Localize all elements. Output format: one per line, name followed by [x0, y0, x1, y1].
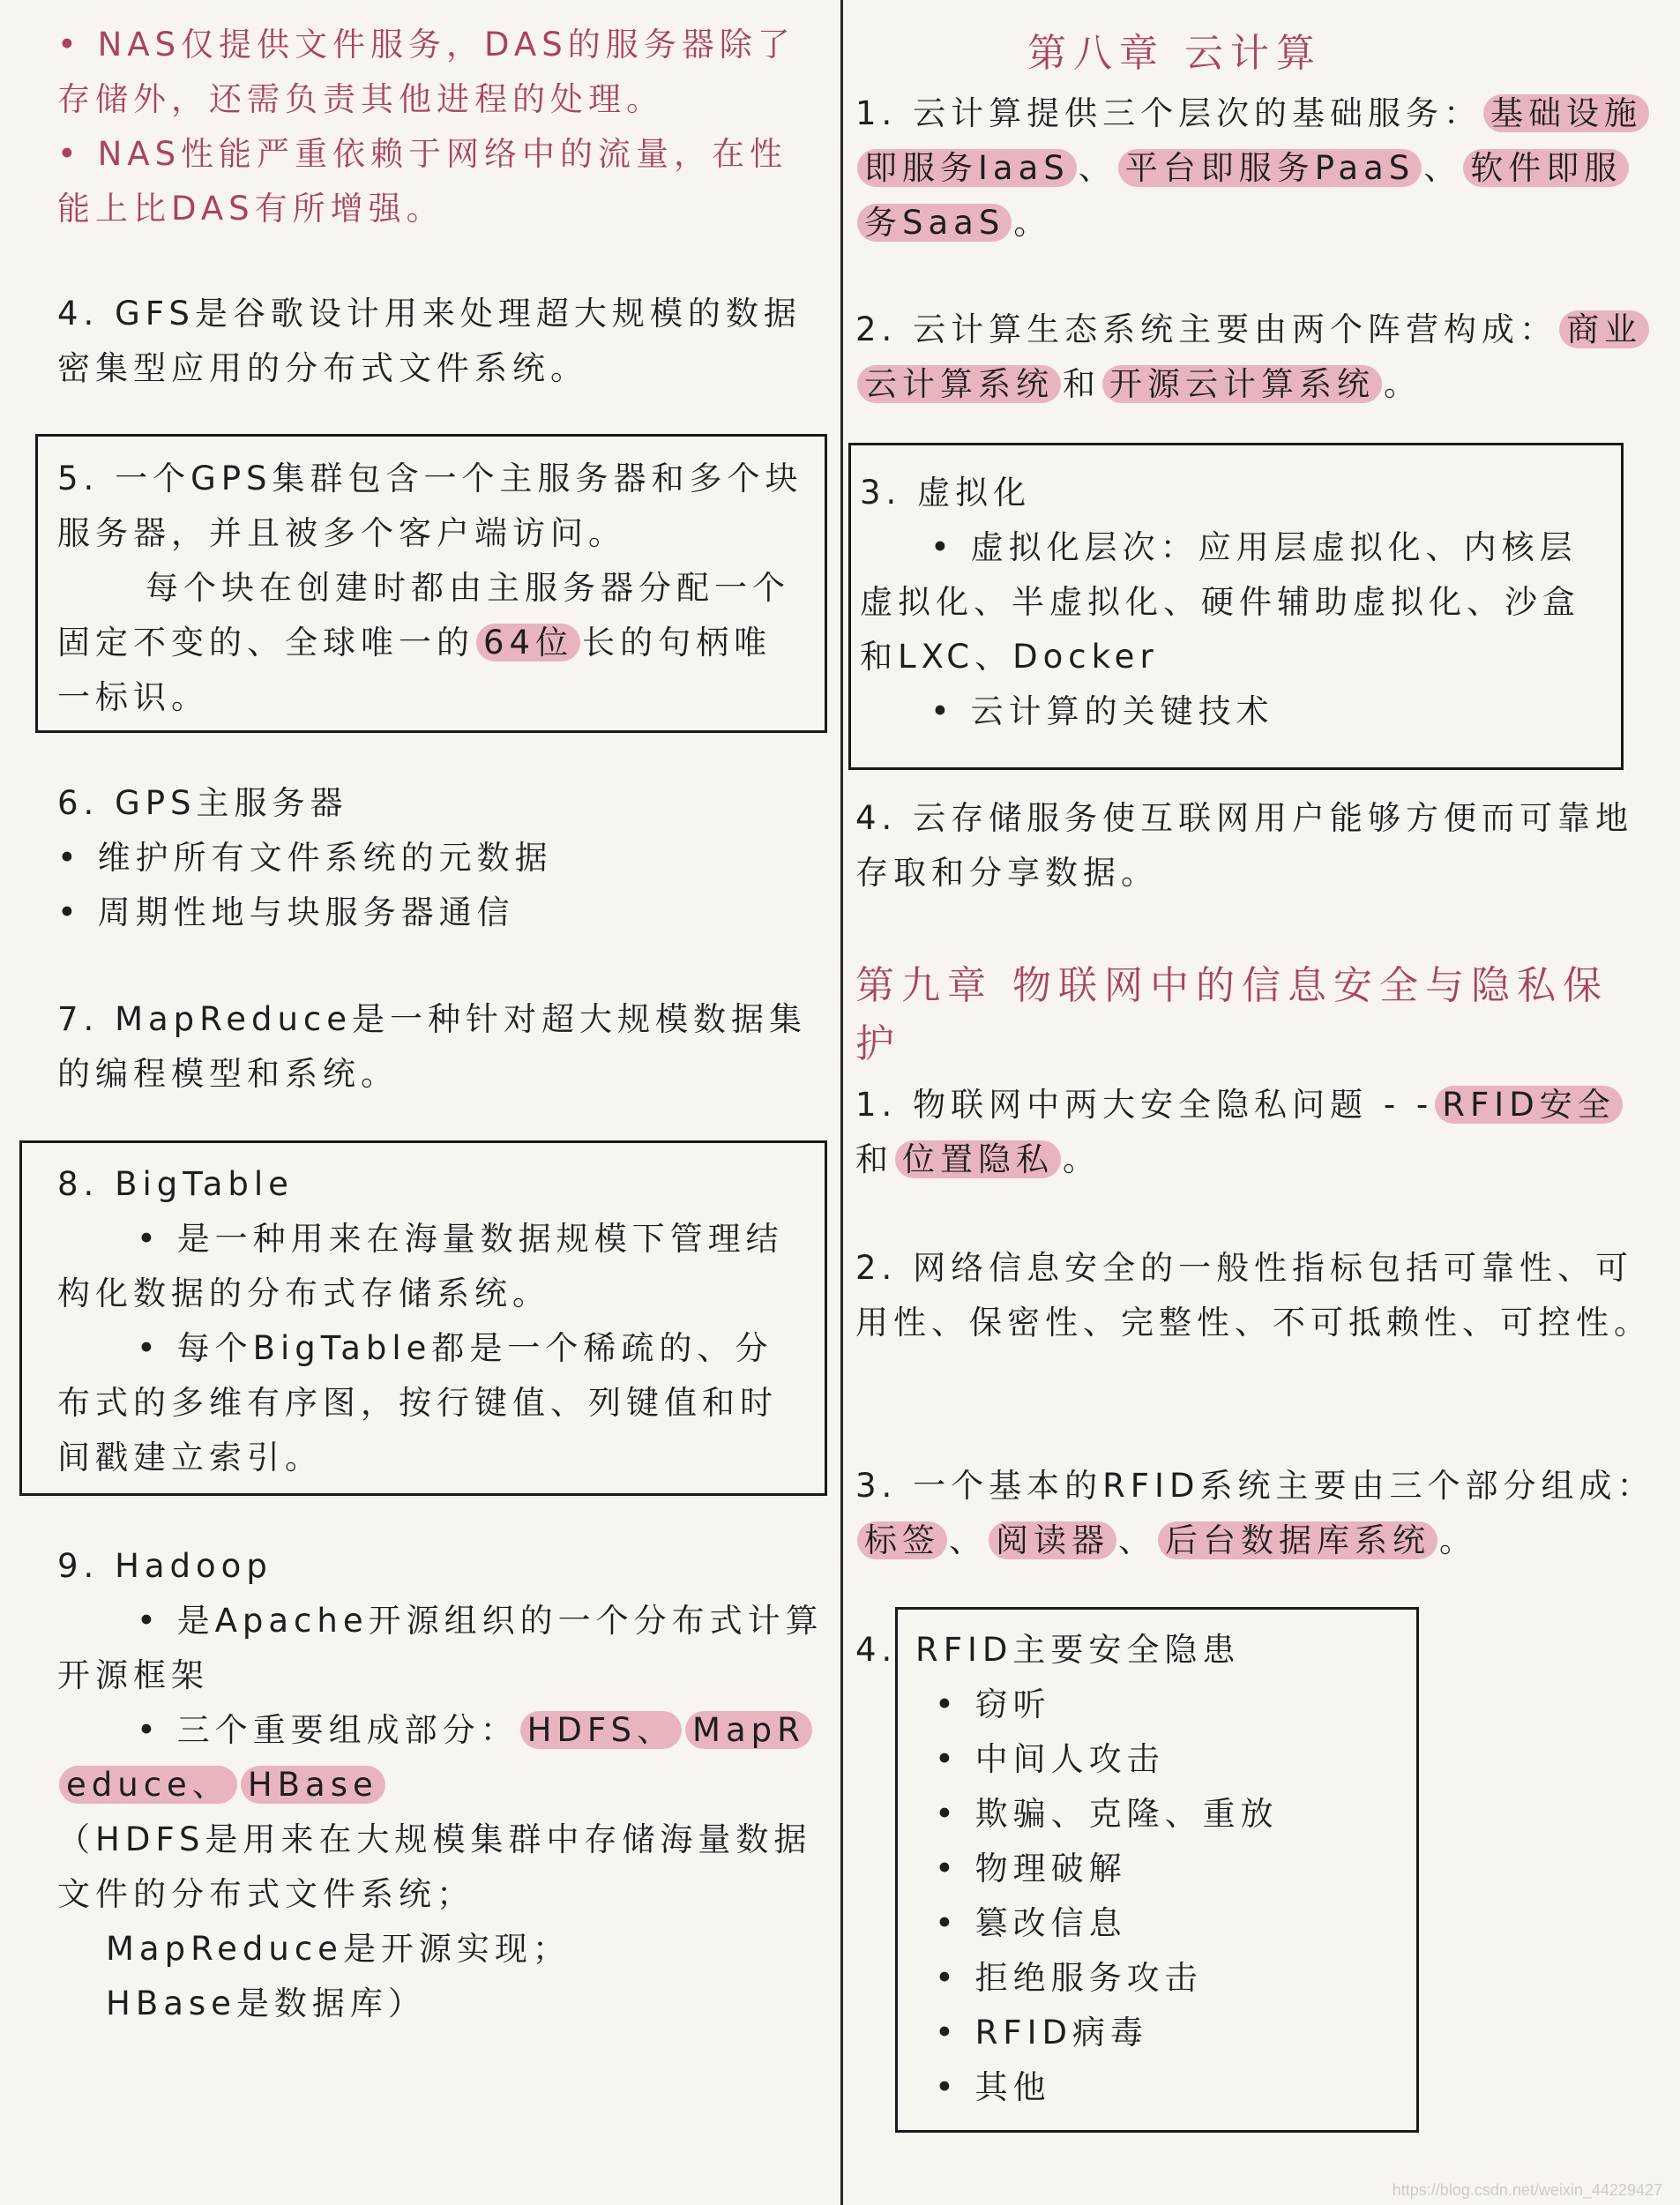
highlight-open-source-cloud: 开源云计算系统 [1102, 365, 1382, 403]
gps-chunk-text: 每个块在创建时都由主服务器分配一个固定不变的、全球唯一的 [57, 569, 790, 662]
column-divider [840, 0, 843, 2205]
cloud-item-1-text: 1. 云计算提供三个层次的基础服务： [855, 94, 1482, 132]
sep: 、 [1423, 149, 1462, 187]
end: 。 [1013, 204, 1052, 242]
gps-master-title: 6. GPS主服务器 [57, 784, 348, 822]
chapter-8-title: 第八章 云计算 [1027, 31, 1322, 76]
hadoop-title: 9. Hadoop [57, 1547, 273, 1585]
cloud-item-1 [855, 86, 1658, 250]
bigtable-title: 8. BigTable [57, 1165, 294, 1203]
chapter-9-title: 第九章 物联网中的信息安全与隐私保护 [855, 963, 1609, 1066]
rfid-risk-item: • 其他 [935, 2068, 1051, 2106]
gps-cluster-item [57, 452, 807, 725]
cloud-item-3 [860, 466, 1609, 739]
virtualization-title: 3. 虚拟化 [860, 474, 1032, 512]
end: 。 [1384, 365, 1422, 403]
security-item-4-number: 4. [855, 1631, 898, 1669]
security-item-3 [855, 1459, 1658, 1568]
nas-note-1: • NAS仅提供文件服务，DAS的服务器除了存储外，还需负责其他进程的处理。 [57, 26, 795, 118]
gfs-item: 4. GFS是谷歌设计用来处理超大规模的数据密集型应用的分布式文件系统。 [57, 295, 802, 387]
rfid-risk-item: • 欺骗、克隆、重放 [935, 1795, 1279, 1833]
rfid-risk-item: • 窃听 [935, 1686, 1051, 1723]
sep: 、 [1118, 1521, 1156, 1559]
highlight-tag: 标签 [857, 1521, 947, 1559]
cloud-item-2 [855, 303, 1658, 412]
security-item-3-text: 3. 一个基本的RFID系统主要由三个部分组成： [855, 1467, 1655, 1505]
rfid-risk-item: • 物理破解 [935, 1850, 1127, 1887]
end: 。 [1063, 1140, 1101, 1178]
highlight-saas: 软件即服务SaaS [857, 149, 1629, 242]
highlight-rfid-security: RFID安全 [1435, 1086, 1622, 1124]
mapreduce-item: 7. MapReduce是一种针对超大规模数据集的编程模型和系统。 [57, 1000, 807, 1093]
highlight-mapreduce: MapReduce、 [59, 1711, 812, 1804]
hadoop-item [57, 1539, 825, 2031]
highlight-paas: 平台即服务PaaS [1118, 149, 1422, 187]
highlight-backend-db: 后台数据库系统 [1158, 1521, 1437, 1559]
end: 。 [1439, 1521, 1477, 1559]
rfid-risk-item: • 篡改信息 [935, 1904, 1127, 1942]
gps-master-item [57, 776, 825, 940]
rfid-risk-item: • 拒绝服务攻击 [935, 1959, 1203, 1997]
hadoop-hdfs-note: （HDFS是用来在大规模集群中存储海量数据文件的分布式文件系统； [57, 1820, 812, 1913]
cloud-item-2-text: 2. 云计算生态系统主要由两个阵营构成： [855, 310, 1558, 348]
hadoop-hbase-note: HBase是数据库） [106, 1984, 426, 2022]
bigtable-item [57, 1157, 807, 1485]
hadoop-mapreduce-note: MapReduce是开源实现； [106, 1930, 571, 1968]
highlight-iaas: 基础设施即服务IaaS [857, 94, 1649, 187]
highlight-hbase: HBase [241, 1766, 385, 1804]
gps-cluster-text: 5. 一个GPS集群包含一个主服务器和多个块服务器，并且被多个客户端访问。 [57, 460, 803, 552]
conj: 和 [855, 1140, 893, 1178]
sep: 、 [1078, 149, 1116, 187]
security-item-2: 2. 网络信息安全的一般性指标包括可靠性、可用性、保密性、完整性、不可抵赖性、可控性。 [855, 1249, 1652, 1342]
watermark: https://blog.csdn.net/weixin_44229427 [1392, 2181, 1662, 2199]
rfid-risks-title: RFID主要安全隐患 [915, 1631, 1241, 1669]
bigtable-point-2: • 每个BigTable都是一个稀疏的、分布式的多维有序图，按行键值、列键值和时间戳建立索引。 [57, 1329, 778, 1476]
hadoop-components-label: • 三个重要组成部分： [137, 1711, 519, 1749]
highlight-location-privacy: 位置隐私 [895, 1140, 1061, 1178]
cloud-item-4: 4. 云存储服务使互联网用户能够方便而可靠地存取和分享数据。 [855, 799, 1634, 892]
virtualization-levels: • 虚拟化层次：应用层虚拟化、内核层虚拟化、半虚拟化、硬件辅助虚拟化、沙盒和LXC、Docker [860, 528, 1580, 676]
highlight-commercial-cloud: 商业云计算系统 [857, 310, 1649, 403]
security-item-1-text: 1. 物联网中两大安全隐私问题 - - [855, 1086, 1434, 1124]
highlight-64bit: 64位 [476, 624, 580, 662]
hadoop-point-1: • 是Apache开源组织的一个分布式计算开源框架 [57, 1602, 824, 1694]
gps-master-point-1: • 维护所有文件系统的元数据 [57, 839, 553, 877]
cloud-key-tech: • 云计算的关键技术 [930, 692, 1274, 730]
nas-note-2: • NAS性能严重依赖于网络中的流量，在性能上比DAS有所增强。 [57, 135, 788, 228]
conj: 和 [1063, 365, 1101, 403]
gps-master-point-2: • 周期性地与块服务器通信 [57, 893, 515, 931]
hadoop-point-2 [57, 1703, 825, 1813]
rfid-risk-item: • RFID病毒 [935, 2014, 1148, 2052]
sep: 、 [949, 1521, 987, 1559]
highlight-hdfs: HDFS、 [520, 1711, 682, 1749]
bigtable-point-1: • 是一种用来在海量数据规模下管理结构化数据的分布式存储系统。 [57, 1220, 784, 1312]
rfid-risk-item: • 中间人攻击 [935, 1740, 1165, 1778]
gps-handle-text: 长的句柄唯一标识。 [57, 624, 773, 716]
highlight-reader: 阅读器 [989, 1521, 1116, 1559]
security-item-1 [855, 1078, 1658, 1187]
rfid-risks-list [915, 1623, 1409, 2115]
